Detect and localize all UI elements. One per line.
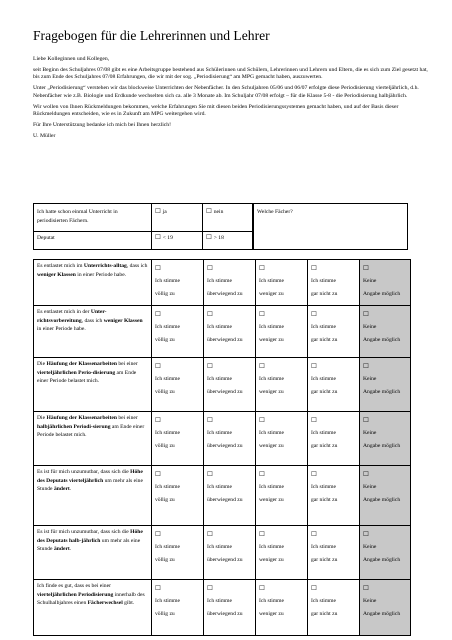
checkbox-icon[interactable]: ☐ — [363, 471, 369, 478]
checkbox-icon[interactable]: ☐ — [206, 208, 212, 215]
checkbox-icon[interactable]: ☐ — [363, 363, 369, 370]
checkbox-icon[interactable]: ☐ — [207, 531, 213, 538]
checkbox-icon[interactable]: ☐ — [311, 471, 317, 478]
answer-option[interactable]: ☐ Keine Angabe möglich — [360, 358, 411, 412]
checkbox-icon[interactable]: ☐ — [207, 265, 213, 272]
intro-paragraph: Unter „Periodisierung“ verstehen wir das blockweise Unterrichten der Nebenfächer. In den Schuljahren 05/06 und 06/07 erfolgte diese Periodisierung vierteljährlich, d.h. Nebenfächer wie z.B. Biologie und Erdkunde wechselten sich ca. alle 3 Monate ab. Im Schuljahr 07/08 erfolgt – für die Klasse 5-8 - die Periodisierung halbjährlich. — [33, 85, 419, 99]
question-row — [34, 412, 411, 466]
question-text: Die Häufung der Klassenarbeiten bei einer vierteljährlichen Perio-disierung am Ende einer Periode belastet mich. — [34, 358, 152, 412]
checkbox-icon[interactable]: ☐ — [259, 417, 265, 424]
question-row — [34, 526, 411, 580]
checkbox-icon[interactable]: ☐ — [259, 363, 265, 370]
answer-option[interactable]: ☐ Ich stimme überwiegend zu — [204, 580, 256, 636]
answer-option[interactable]: ☐ Ich stimme völlig zu — [152, 466, 204, 526]
answer-option[interactable]: ☐ Ich stimme überwiegend zu — [204, 260, 256, 306]
checkbox-icon[interactable]: ☐ — [207, 585, 213, 592]
answer-option[interactable]: ☐ Ich stimme völlig zu — [152, 580, 204, 636]
checkbox-icon[interactable]: ☐ — [311, 311, 317, 318]
checkbox-icon[interactable]: ☐ — [155, 585, 161, 592]
intro-paragraph: Wir wollen von Ihnen Rückmeldungen bekommen, welche Erfahrungen Sie mit diesen beiden Periodisierungssystemen gemacht haben, und auf der Basis dieser Rückmeldungen entscheiden, wie es in Zukunft am MPG weitergehen wird. — [33, 103, 399, 118]
checkbox-icon[interactable]: ☐ — [311, 363, 317, 370]
answer-option[interactable]: ☐ Ich stimme überwiegend zu — [204, 358, 256, 412]
checkbox-icon[interactable]: ☐ — [155, 363, 161, 370]
question-row — [34, 580, 411, 636]
question-text: Es entlastet mich im Unterrichts-alltag, dass ich weniger Klassen in einer Periode habe. — [34, 260, 152, 306]
question-row — [34, 358, 411, 412]
answer-option[interactable]: ☐ Ich stimme weniger zu — [256, 358, 308, 412]
answer-option[interactable]: ☐ Keine Angabe möglich — [360, 260, 411, 306]
answer-option[interactable]: ☐ Ich stimme gar nicht zu — [308, 526, 360, 580]
experience-label: Ich hatte schon einmal Unterricht in periodisierten Fächern. — [34, 204, 152, 232]
checkbox-icon[interactable]: ☐ — [363, 531, 369, 538]
answer-option[interactable]: ☐ Ich stimme gar nicht zu — [308, 466, 360, 526]
answer-option[interactable]: ☐ Ich stimme weniger zu — [256, 412, 308, 466]
signature: U. Müller — [33, 133, 56, 140]
checkbox-icon[interactable]: ☐ — [363, 417, 369, 424]
answer-option[interactable]: ☐ Ich stimme weniger zu — [256, 260, 308, 306]
checkbox-icon[interactable]: ☐ — [207, 363, 213, 370]
checkbox-icon[interactable]: ☐ — [259, 531, 265, 538]
answer-option[interactable]: ☐ Ich stimme völlig zu — [152, 358, 204, 412]
checkbox-icon[interactable]: ☐ — [206, 234, 212, 241]
question-text: Es ist für mich unzumutbar, dass sich die Höhe des Deputats vierteljährlich um mehr als eine Stunde ändert. — [34, 466, 152, 526]
checkbox-icon[interactable]: ☐ — [155, 208, 161, 215]
deputat-label: Deputat — [34, 232, 152, 250]
answer-option[interactable]: ☐ Ich stimme völlig zu — [152, 412, 204, 466]
answer-option[interactable]: ☐ Keine Angabe möglich — [360, 306, 411, 358]
answer-option[interactable]: ☐ Ich stimme weniger zu — [256, 466, 308, 526]
answer-option[interactable]: ☐ Ich stimme gar nicht zu — [308, 306, 360, 358]
checkbox-icon[interactable]: ☐ — [155, 531, 161, 538]
answer-option[interactable]: ☐ Ich stimme weniger zu — [256, 526, 308, 580]
checkbox-icon[interactable]: ☐ — [207, 311, 213, 318]
checkbox-icon[interactable]: ☐ — [311, 417, 317, 424]
answer-option[interactable]: ☐ Keine Angabe möglich — [360, 526, 411, 580]
answer-option[interactable]: ☐ Ich stimme überwiegend zu — [204, 412, 256, 466]
info-table — [33, 203, 408, 250]
checkbox-icon[interactable]: ☐ — [259, 311, 265, 318]
question-row — [34, 466, 411, 526]
checkbox-icon[interactable]: ☐ — [155, 417, 161, 424]
answer-option[interactable]: ☐ Ich stimme überwiegend zu — [204, 526, 256, 580]
yes-option[interactable]: ☐ ja — [152, 204, 203, 232]
checkbox-icon[interactable]: ☐ — [155, 234, 161, 241]
deputat-gt-option[interactable]: ☐ > 18 — [203, 232, 254, 250]
checkbox-icon[interactable]: ☐ — [207, 417, 213, 424]
intro-paragraph: Für Ihre Unterstützung bedanke ich mich bei Ihnen herzlich! — [33, 122, 172, 129]
checkbox-icon[interactable]: ☐ — [259, 265, 265, 272]
checkbox-icon[interactable]: ☐ — [155, 311, 161, 318]
no-option[interactable]: ☐ nein — [203, 204, 254, 232]
questions-table — [33, 259, 411, 636]
checkbox-icon[interactable]: ☐ — [363, 311, 369, 318]
question-text: Es entlastet mich in der Unter-richtsvorbereitung, dass ich weniger Klassen in einer Periode habe. — [34, 306, 152, 358]
answer-option[interactable]: ☐ Ich stimme völlig zu — [152, 526, 204, 580]
answer-option[interactable]: ☐ Ich stimme völlig zu — [152, 260, 204, 306]
checkbox-icon[interactable]: ☐ — [311, 265, 317, 272]
answer-option[interactable]: ☐ Ich stimme gar nicht zu — [308, 412, 360, 466]
answer-option[interactable]: ☐ Ich stimme weniger zu — [256, 306, 308, 358]
answer-option[interactable]: ☐ Keine Angabe möglich — [360, 412, 411, 466]
intro-paragraph: Liebe Kolleginnen und Kollegen, — [33, 56, 110, 62]
checkbox-icon[interactable]: ☐ — [155, 471, 161, 478]
answer-option[interactable]: ☐ Ich stimme weniger zu — [256, 580, 308, 636]
checkbox-icon[interactable]: ☐ — [207, 471, 213, 478]
intro-text — [33, 56, 428, 144]
question-row — [34, 260, 411, 306]
checkbox-icon[interactable]: ☐ — [311, 585, 317, 592]
questions-body — [34, 260, 411, 636]
answer-option[interactable]: ☐ Ich stimme gar nicht zu — [308, 580, 360, 636]
checkbox-icon[interactable]: ☐ — [363, 585, 369, 592]
intro-paragraph: seit Beginn des Schuljahres 07/08 gibt es eine Arbeitsgruppe bestehend aus Schülerinnen und Schülern, Lehrerinnen und Lehrern und Eltern, die es sich zum Ziel gesetzt hat, bis zum Ende des Schuljahres 07/08 Erfahrungen, die wir mit der sog. „Periodisierung“ am MPG gemacht haben, auszuwerten. — [33, 67, 428, 81]
page-title: Fragebogen für die Lehrerinnen und Lehrer — [33, 28, 270, 43]
checkbox-icon[interactable]: ☐ — [363, 265, 369, 272]
checkbox-icon[interactable]: ☐ — [311, 531, 317, 538]
checkbox-icon[interactable]: ☐ — [259, 585, 265, 592]
which-subjects-field[interactable]: Welche Fächer? — [253, 204, 408, 250]
answer-option[interactable]: ☐ Ich stimme überwiegend zu — [204, 466, 256, 526]
answer-option[interactable]: ☐ Ich stimme überwiegend zu — [204, 306, 256, 358]
answer-option[interactable]: ☐ Ich stimme gar nicht zu — [308, 358, 360, 412]
question-text: Die Häufung der Klassenarbeiten bei einer halbjährlichen Periodi-sierung am Ende einer Periode belastet mich. — [34, 412, 152, 466]
answer-option[interactable]: ☐ Ich stimme gar nicht zu — [308, 260, 360, 306]
question-row — [34, 306, 411, 358]
checkbox-icon[interactable]: ☐ — [155, 265, 161, 272]
answer-option[interactable]: ☐ Keine Angabe möglich — [360, 466, 411, 526]
question-text: Es ist für mich unzumutbar, dass sich die Höhe des Deputats halb-jährlich um mehr als eine Stunde ändert. — [34, 526, 152, 580]
info-row-experience — [34, 204, 408, 232]
deputat-lt-option[interactable]: ☐ < 19 — [152, 232, 203, 250]
answer-option[interactable]: ☐ Ich stimme völlig zu — [152, 306, 204, 358]
question-text: Ich finde es gut, dass es bei einer vierteljährlichen Periodisierung innerhalb des Schulhalbjahres einen Fächerwechsel gibt. — [34, 580, 152, 636]
checkbox-icon[interactable]: ☐ — [259, 471, 265, 478]
answer-option[interactable]: ☐ Keine Angabe möglich — [360, 580, 411, 636]
